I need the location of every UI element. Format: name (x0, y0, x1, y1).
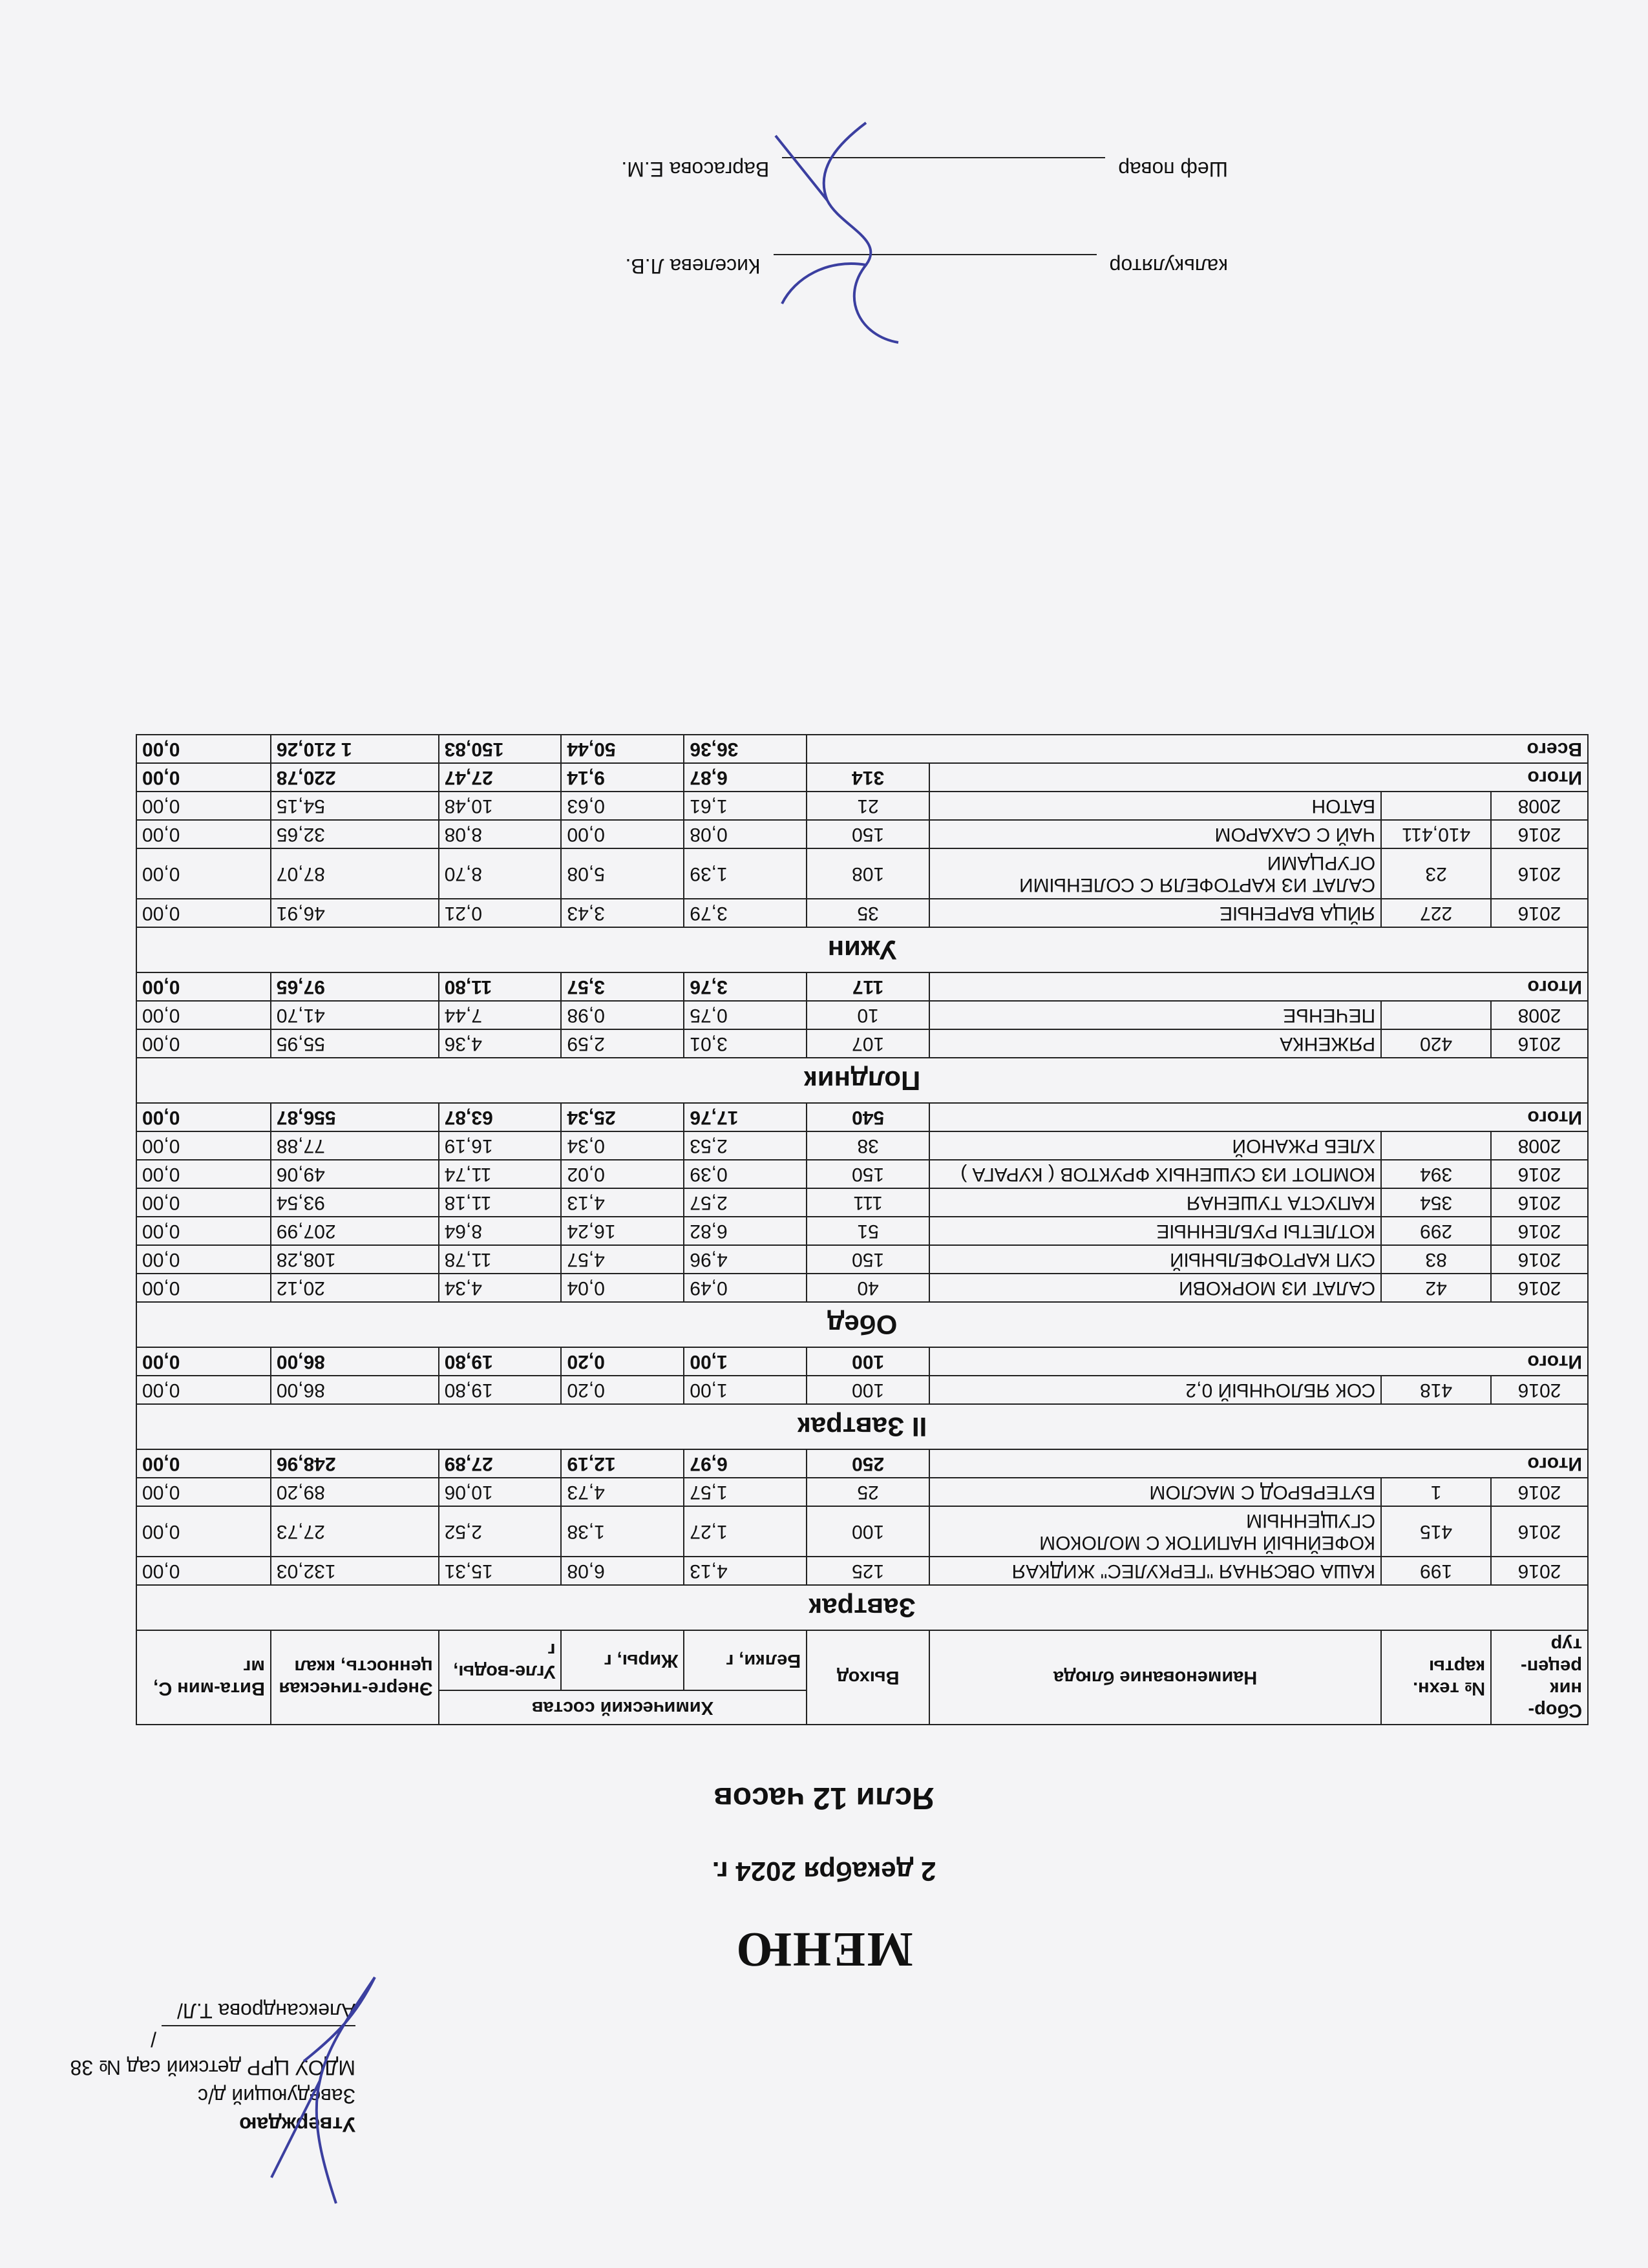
total-label: Итого (929, 1449, 1588, 1478)
cell-energy: 46,91 (271, 899, 439, 927)
cell-protein: 2,57 (684, 1188, 807, 1217)
cell-protein: 0,08 (684, 820, 807, 848)
total-vitamin: 0,00 (136, 1449, 271, 1478)
cell-energy: 55,95 (271, 1029, 439, 1058)
menu-date: 2 декабря 2024 г. (712, 1856, 936, 1887)
calc-name: Киселева Л.В. (625, 255, 761, 278)
cell-protein: 1,61 (684, 792, 807, 820)
cell-sbornik: 2016 (1491, 899, 1588, 927)
grand-total-row (136, 735, 1588, 763)
cell-fat: 0,04 (561, 1274, 684, 1302)
cell-carbs: 2,52 (439, 1506, 562, 1557)
cell-fat: 1,38 (561, 1506, 684, 1557)
total-label: Итого (929, 972, 1588, 1001)
section-title: Полдник (136, 1058, 1588, 1103)
chef-label: Шеф повар (1118, 158, 1228, 181)
total-protein: 6,87 (684, 763, 807, 792)
total-protein: 1,00 (684, 1347, 807, 1376)
grand-total-label: Всего (807, 735, 1588, 763)
cell-name: САЛАТ ИЗ МОРКОВИ (929, 1274, 1381, 1302)
section-title: II Завтрак (136, 1404, 1588, 1449)
cell-sbornik: 2016 (1491, 1217, 1588, 1245)
cell-carbs: 8,08 (439, 820, 562, 848)
cell-fat: 0,98 (561, 1001, 684, 1029)
total-fat: 0,20 (561, 1347, 684, 1376)
approval-organization: МДОУ ЦРР детский сад № 38 (70, 2056, 355, 2079)
cell-protein: 3,01 (684, 1029, 807, 1058)
cell-sbornik: 2016 (1491, 1506, 1588, 1557)
approval-position: Заведующий д/с (197, 2084, 355, 2108)
cell-name: БАТОН (929, 792, 1381, 820)
cell-energy: 20,12 (271, 1274, 439, 1302)
total-row (136, 972, 1588, 1001)
cell-protein: 0,75 (684, 1001, 807, 1029)
total-carbs: 11,80 (439, 972, 562, 1001)
cell-sbornik: 2016 (1491, 1376, 1588, 1404)
cell-output: 100 (807, 1376, 929, 1404)
cell-carbs: 19,80 (439, 1376, 562, 1404)
header-vitamin: Вита-мин С, мг (136, 1630, 271, 1725)
cell-card: 42 (1381, 1274, 1491, 1302)
grand-total-protein: 36,36 (684, 735, 807, 763)
cell-fat: 0,63 (561, 792, 684, 820)
cell-name: СОК ЯБЛОЧНЫЙ 0,2 (929, 1376, 1381, 1404)
total-output: 117 (807, 972, 929, 1001)
cell-output: 51 (807, 1217, 929, 1245)
cell-card: 410,411 (1381, 820, 1491, 848)
total-row (136, 1449, 1588, 1478)
cell-vitamin: 0,00 (136, 1376, 271, 1404)
total-vitamin: 0,00 (136, 1103, 271, 1131)
total-vitamin: 0,00 (136, 1347, 271, 1376)
total-label: Итого (929, 1347, 1588, 1376)
cell-card: 418 (1381, 1376, 1491, 1404)
cell-output: 40 (807, 1274, 929, 1302)
cell-card: 199 (1381, 1557, 1491, 1585)
cell-name: РЯЖЕНКА (929, 1029, 1381, 1058)
table-row (136, 1376, 1588, 1404)
cell-carbs: 16,19 (439, 1131, 562, 1160)
cell-output: 108 (807, 848, 929, 899)
table-row (136, 1001, 1588, 1029)
cell-vitamin: 0,00 (136, 1274, 271, 1302)
cell-energy: 77,88 (271, 1131, 439, 1160)
cell-energy: 86,00 (271, 1376, 439, 1404)
cell-protein: 3,79 (684, 899, 807, 927)
cell-card: 299 (1381, 1217, 1491, 1245)
cell-protein: 1,00 (684, 1376, 807, 1404)
cell-energy: 41,70 (271, 1001, 439, 1029)
cell-energy: 32,65 (271, 820, 439, 848)
cell-protein: 1,39 (684, 848, 807, 899)
cell-name: КАША ОВСЯНАЯ "ГЕРКУЛЕС" ЖИДКАЯ (929, 1557, 1381, 1585)
total-protein: 3,76 (684, 972, 807, 1001)
cell-energy: 54,15 (271, 792, 439, 820)
table-row (136, 1188, 1588, 1217)
cell-card: 227 (1381, 899, 1491, 927)
cell-name: ХЛЕБ РЖАНОЙ (929, 1131, 1381, 1160)
table-row (136, 820, 1588, 848)
cell-sbornik: 2008 (1491, 1131, 1588, 1160)
cell-card: 394 (1381, 1160, 1491, 1188)
cell-protein: 4,13 (684, 1557, 807, 1585)
cell-sbornik: 2016 (1491, 1160, 1588, 1188)
table-body (136, 735, 1588, 1630)
cell-output: 100 (807, 1506, 929, 1557)
cell-card: 420 (1381, 1029, 1491, 1058)
cell-protein: 0,49 (684, 1274, 807, 1302)
cell-energy: 27,73 (271, 1506, 439, 1557)
cell-name: КАПУСТА ТУШЕНАЯ (929, 1188, 1381, 1217)
table-row (136, 1506, 1588, 1557)
cell-carbs: 8,70 (439, 848, 562, 899)
header-energy: Энерге-тическая ценность, ккал (271, 1630, 439, 1725)
cell-carbs: 7,44 (439, 1001, 562, 1029)
cell-sbornik: 2016 (1491, 848, 1588, 899)
total-energy: 86,00 (271, 1347, 439, 1376)
cell-carbs: 4,36 (439, 1029, 562, 1058)
cell-vitamin: 0,00 (136, 1029, 271, 1058)
section-row (136, 1058, 1588, 1103)
table-row (136, 1274, 1588, 1302)
cell-sbornik: 2016 (1491, 1557, 1588, 1585)
cell-sbornik: 2008 (1491, 792, 1588, 820)
total-output: 100 (807, 1347, 929, 1376)
total-carbs: 27,89 (439, 1449, 562, 1478)
cell-name: СУП КАРТОФЕЛЬНЫЙ (929, 1245, 1381, 1274)
grand-total-energy: 1 210,26 (271, 735, 439, 763)
cell-carbs: 11,78 (439, 1245, 562, 1274)
cell-energy: 108,28 (271, 1245, 439, 1274)
section-row (136, 1302, 1588, 1347)
cell-sbornik: 2016 (1491, 1478, 1588, 1506)
cell-sbornik: 2016 (1491, 1188, 1588, 1217)
cell-vitamin: 0,00 (136, 1160, 271, 1188)
calc-chef-signature (756, 110, 937, 355)
cell-vitamin: 0,00 (136, 1506, 271, 1557)
total-protein: 17,76 (684, 1103, 807, 1131)
cell-carbs: 10,48 (439, 792, 562, 820)
total-output: 314 (807, 763, 929, 792)
cell-name: САЛАТ ИЗ КАРТОФЕЛЯ С СОЛЕНЫМИ ОГУРЦАМИ (929, 848, 1381, 899)
table-header (136, 1630, 1588, 1725)
header-name: Наименование блюда (929, 1630, 1381, 1725)
header-protein: Белки, г (684, 1630, 807, 1690)
cell-protein: 1,27 (684, 1506, 807, 1557)
cell-vitamin: 0,00 (136, 1001, 271, 1029)
cell-vitamin: 0,00 (136, 1478, 271, 1506)
cell-card: 23 (1381, 848, 1491, 899)
cell-protein: 4,96 (684, 1245, 807, 1274)
table-row (136, 1160, 1588, 1188)
cell-card: 415 (1381, 1506, 1491, 1557)
cell-sbornik: 2016 (1491, 1274, 1588, 1302)
grand-total-carbs: 150,83 (439, 735, 562, 763)
approval-name: /Александрова Т.Л/ (151, 1999, 355, 2051)
header-card: № техн. карты (1381, 1630, 1491, 1725)
cell-output: 150 (807, 1245, 929, 1274)
cell-output: 25 (807, 1478, 929, 1506)
cell-card: 1 (1381, 1478, 1491, 1506)
cell-fat: 16,24 (561, 1217, 684, 1245)
total-protein: 6,97 (684, 1449, 807, 1478)
header-sbornik: Сбор-ник рецеп-тур (1491, 1630, 1588, 1725)
cell-vitamin: 0,00 (136, 1131, 271, 1160)
cell-output: 107 (807, 1029, 929, 1058)
cell-energy: 207,99 (271, 1217, 439, 1245)
cell-output: 125 (807, 1557, 929, 1585)
cell-output: 150 (807, 1160, 929, 1188)
grand-total-fat: 50,44 (561, 735, 684, 763)
table-row (136, 1131, 1588, 1160)
cell-name: КОМПОТ ИЗ СУШЕНЫХ ФРУКТОВ ( КУРАГА ) (929, 1160, 1381, 1188)
cell-fat: 4,73 (561, 1478, 684, 1506)
cell-carbs: 11,74 (439, 1160, 562, 1188)
section-row (136, 1585, 1588, 1630)
cell-carbs: 10,06 (439, 1478, 562, 1506)
cell-carbs: 15,31 (439, 1557, 562, 1585)
total-fat: 3,57 (561, 972, 684, 1001)
cell-output: 38 (807, 1131, 929, 1160)
cell-vitamin: 0,00 (136, 820, 271, 848)
total-fat: 9,14 (561, 763, 684, 792)
cell-fat: 0,20 (561, 1376, 684, 1404)
cell-energy: 93,54 (271, 1188, 439, 1217)
total-vitamin: 0,00 (136, 972, 271, 1001)
cell-carbs: 4,34 (439, 1274, 562, 1302)
cell-energy: 87,07 (271, 848, 439, 899)
cell-sbornik: 2016 (1491, 820, 1588, 848)
cell-carbs: 0,21 (439, 899, 562, 927)
cell-protein: 1,57 (684, 1478, 807, 1506)
total-energy: 556,87 (271, 1103, 439, 1131)
cell-sbornik: 2008 (1491, 1001, 1588, 1029)
table-row (136, 899, 1588, 927)
cell-name: КОТЛЕТЫ РУБЛЕННЫЕ (929, 1217, 1381, 1245)
total-energy: 220,78 (271, 763, 439, 792)
cell-name: ЧАЙ С САХАРОМ (929, 820, 1381, 848)
section-title: Обед (136, 1302, 1588, 1347)
header-carbs: Угле-воды, г (439, 1630, 562, 1690)
cell-fat: 2,59 (561, 1029, 684, 1058)
cell-fat: 0,34 (561, 1131, 684, 1160)
total-fat: 12,19 (561, 1449, 684, 1478)
cell-energy: 49,06 (271, 1160, 439, 1188)
grand-total-vitamin: 0,00 (136, 735, 271, 763)
cell-card: 83 (1381, 1245, 1491, 1274)
cell-fat: 3,43 (561, 899, 684, 927)
cell-card (1381, 792, 1491, 820)
header-output: Выход (807, 1630, 929, 1725)
cell-output: 10 (807, 1001, 929, 1029)
table-row (136, 848, 1588, 899)
cell-vitamin: 0,00 (136, 1217, 271, 1245)
total-row (136, 1347, 1588, 1376)
cell-vitamin: 0,00 (136, 792, 271, 820)
cell-protein: 2,53 (684, 1131, 807, 1160)
total-label: Итого (929, 1103, 1588, 1131)
cell-fat: 4,57 (561, 1245, 684, 1274)
total-vitamin: 0,00 (136, 763, 271, 792)
cell-output: 21 (807, 792, 929, 820)
total-carbs: 19,80 (439, 1347, 562, 1376)
table-row (136, 1029, 1588, 1058)
calc-label: калькулятор (1109, 255, 1228, 278)
page-title: МЕНЮ (735, 1922, 913, 1977)
header-chem: Химический состав (439, 1690, 807, 1725)
cell-name: КОФЕЙНЫЙ НАПИТОК С МОЛОКОМ СГУЩЕННЫМ (929, 1506, 1381, 1557)
cell-carbs: 11,18 (439, 1188, 562, 1217)
cell-protein: 0,39 (684, 1160, 807, 1188)
group-name: Ясли 12 часов (713, 1781, 935, 1815)
table-row (136, 792, 1588, 820)
cell-fat: 6,08 (561, 1557, 684, 1585)
cell-vitamin: 0,00 (136, 848, 271, 899)
cell-energy: 132,03 (271, 1557, 439, 1585)
cell-vitamin: 0,00 (136, 1245, 271, 1274)
table-row (136, 1245, 1588, 1274)
cell-fat: 4,13 (561, 1188, 684, 1217)
cell-card (1381, 1131, 1491, 1160)
total-output: 250 (807, 1449, 929, 1478)
section-title: Ужин (136, 927, 1588, 972)
cell-output: 35 (807, 899, 929, 927)
cell-name: ПЕЧЕНЬЕ (929, 1001, 1381, 1029)
cell-card: 354 (1381, 1188, 1491, 1217)
approval-title: Утверждаю (239, 2113, 355, 2136)
total-carbs: 27,47 (439, 763, 562, 792)
total-energy: 248,96 (271, 1449, 439, 1478)
total-carbs: 63,87 (439, 1103, 562, 1131)
header-fat: Жиры, г (561, 1630, 684, 1690)
cell-protein: 6,82 (684, 1217, 807, 1245)
cell-vitamin: 0,00 (136, 899, 271, 927)
chef-name: Варгасова Е.М. (621, 158, 770, 181)
cell-fat: 0,02 (561, 1160, 684, 1188)
cell-card (1381, 1001, 1491, 1029)
section-row (136, 927, 1588, 972)
section-title: Завтрак (136, 1585, 1588, 1630)
cell-vitamin: 0,00 (136, 1188, 271, 1217)
table-row (136, 1557, 1588, 1585)
cell-carbs: 8,64 (439, 1217, 562, 1245)
table-row (136, 1217, 1588, 1245)
total-label: Итого (929, 763, 1588, 792)
total-energy: 97,65 (271, 972, 439, 1001)
cell-sbornik: 2016 (1491, 1245, 1588, 1274)
section-row (136, 1404, 1588, 1449)
total-row (136, 763, 1588, 792)
cell-name: БУТЕРБРОД С МАСЛОМ (929, 1478, 1381, 1506)
approval-signature (239, 1958, 433, 2229)
cell-sbornik: 2016 (1491, 1029, 1588, 1058)
total-fat: 25,34 (561, 1103, 684, 1131)
cell-fat: 0,00 (561, 820, 684, 848)
cell-output: 150 (807, 820, 929, 848)
total-row (136, 1103, 1588, 1131)
menu-table (136, 734, 1589, 1725)
cell-vitamin: 0,00 (136, 1557, 271, 1585)
cell-output: 111 (807, 1188, 929, 1217)
cell-fat: 5,08 (561, 848, 684, 899)
total-output: 540 (807, 1103, 929, 1131)
cell-name: ЯЙЦА ВАРЕНЫЕ (929, 899, 1381, 927)
table-row (136, 1478, 1588, 1506)
cell-energy: 89,20 (271, 1478, 439, 1506)
